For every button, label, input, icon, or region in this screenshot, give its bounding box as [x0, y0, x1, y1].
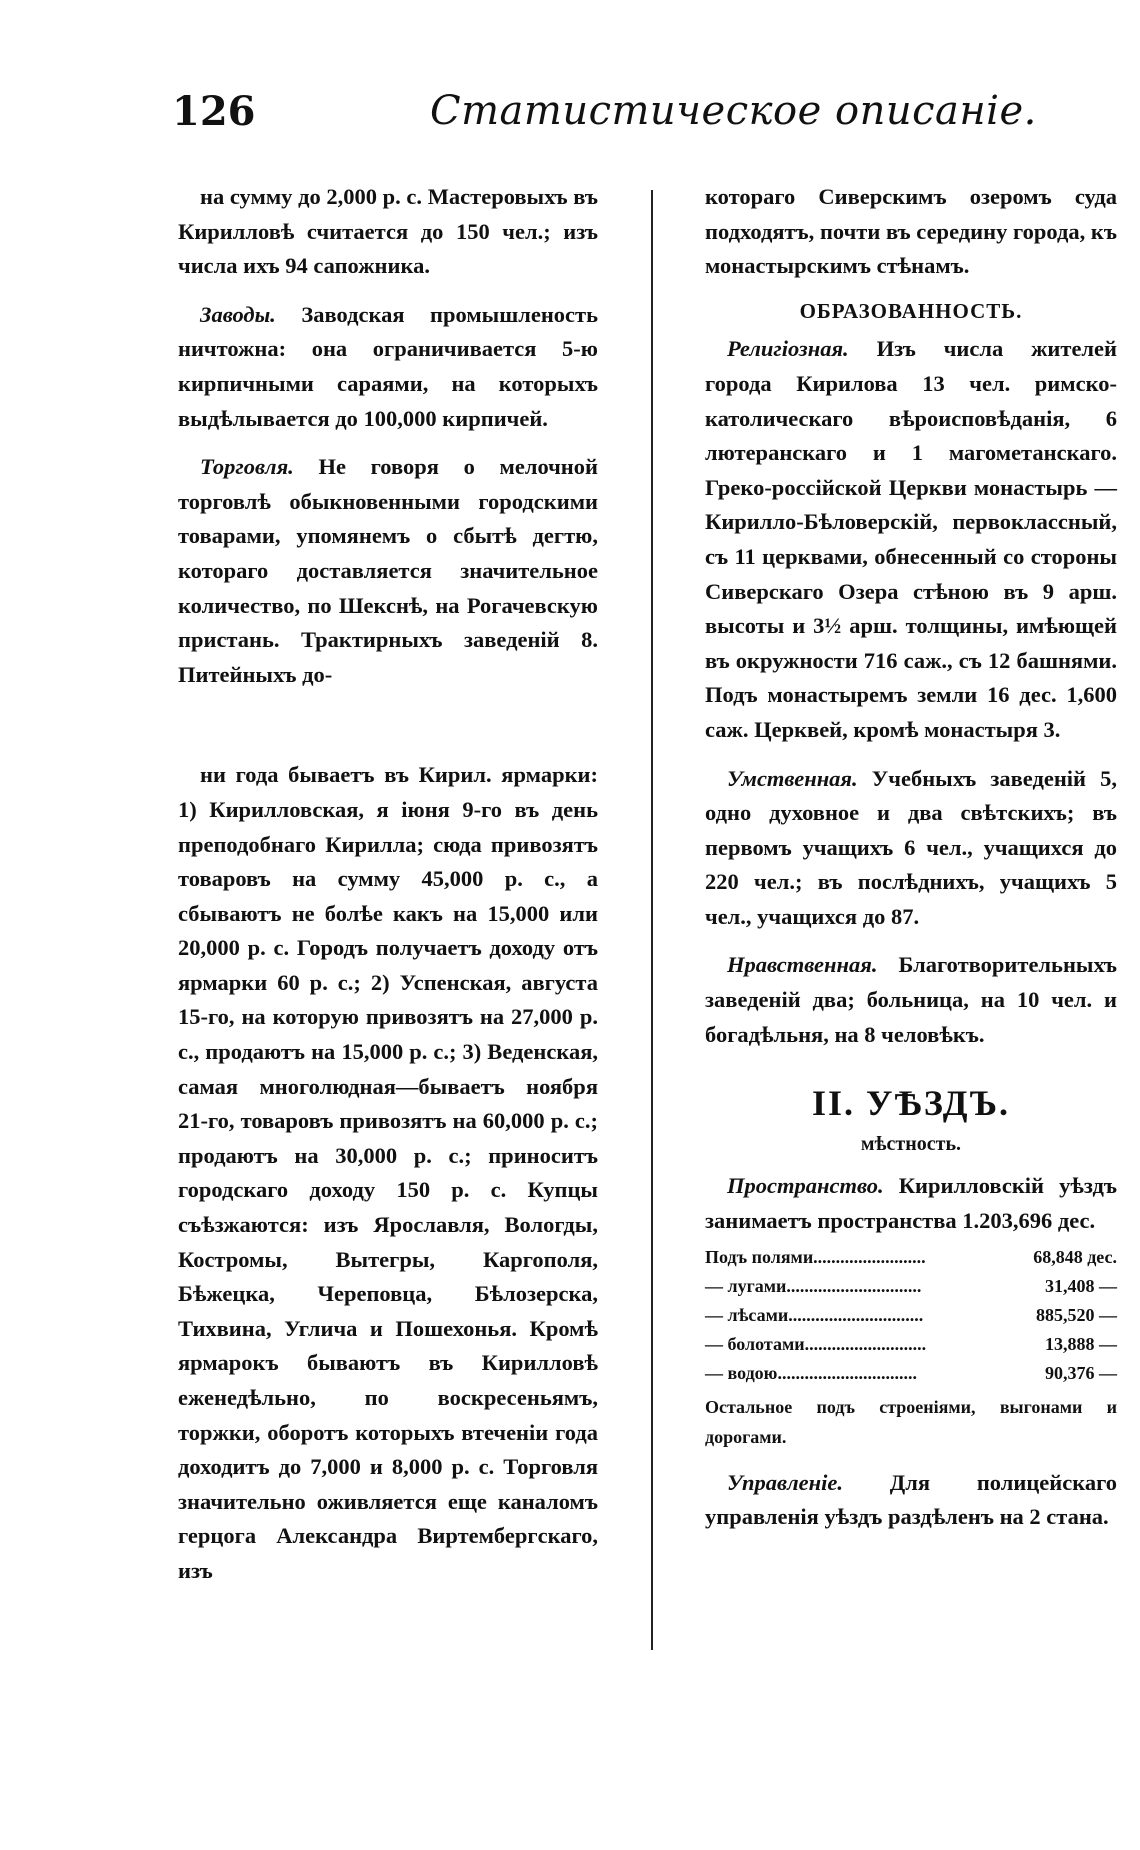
- paragraph-factories: [178, 298, 598, 436]
- heading-factories: Заводы.: [200, 301, 276, 327]
- table-row: [705, 1243, 1117, 1272]
- paragraph-religious: [705, 332, 1117, 747]
- column-divider: [651, 190, 653, 1650]
- land-value: 31,408 —: [1045, 1275, 1117, 1296]
- heading-religious: Религіозная.: [727, 336, 849, 362]
- land-value: 68,848 дес.: [1033, 1246, 1117, 1267]
- text-trade: Не говоря о мелочной торговлѣ обыкновенными городскими товарами, упомянемъ о сбытѣ дегтю, котораго доставляется значительное количество, по Шекснѣ, на Рогачевскую пристань. Трактирныхъ заведеній 8. Питейныхъ до-: [178, 454, 598, 687]
- text-mental: Учебныхъ заведеній 5, одно духовное и два свѣтскихъ; въ первомъ учащихъ 6 чел., учащихся до 220 чел.; въ послѣднихъ, учащихъ 5 чел., учащихся до 87.: [705, 765, 1117, 929]
- land-label: — водою...............................: [705, 1362, 917, 1383]
- table-row: [705, 1301, 1117, 1330]
- table-row: [705, 1359, 1117, 1388]
- section-uezd: II. УѢЗДЪ.: [811, 1083, 1011, 1124]
- right-column: [705, 180, 1117, 1535]
- text-admin: Для полицейскаго управленія уѣздъ раздѣленъ на 2 стана.: [705, 1469, 1118, 1530]
- table-row: [705, 1272, 1117, 1301]
- paragraph-admin: [705, 1466, 1117, 1535]
- heading-mental: Умственная.: [727, 765, 858, 791]
- table-row: [705, 1330, 1117, 1359]
- section-education: ОБРАЗОВАННОСТЬ.: [799, 298, 1023, 323]
- land-label: — лѣсами..............................: [705, 1304, 924, 1325]
- text-moral: Благотворительныхъ заведеній два; больница, на 10 чел. и богадѣльня, на 8 человѣкъ.: [705, 952, 1117, 1047]
- land-note: Остальное подъ строеніями, выгонами и дорогами.: [705, 1396, 1117, 1447]
- land-label: — лугами..............................: [705, 1275, 922, 1296]
- land-table: [705, 1243, 1117, 1388]
- section-locality: мѣстность.: [860, 1132, 962, 1155]
- text-factories: Заводская промышленость ничтожна: она ограничивается 5-ю кирпичными сараями, на которыхъ выдѣлывается до 100,000 кирпичей.: [178, 301, 598, 431]
- land-label: Подъ полями.........................: [705, 1246, 926, 1267]
- paragraph-space: [705, 1169, 1117, 1238]
- page-number: 126: [172, 88, 256, 135]
- paragraph-lake: котораго Сиверскимъ озеромъ суда подходятъ, почти въ середину города, къ монастырскимъ стѣнамъ.: [705, 184, 1117, 279]
- paragraph-trade: [178, 450, 598, 692]
- land-value: 13,888 —: [1045, 1333, 1117, 1354]
- paragraph-moral: [705, 948, 1117, 1052]
- land-value: 885,520 —: [1036, 1304, 1117, 1325]
- text-space: Кирилловскій уѣздъ занимаетъ пространства 1.203,696 дес.: [705, 1173, 1117, 1234]
- land-value: 90,376 —: [1045, 1362, 1117, 1383]
- page-header: [0, 86, 1140, 146]
- land-label: — болотами...........................: [705, 1333, 927, 1354]
- paragraph-craftsmen: на сумму до 2,000 р. с. Мастеровыхъ въ Кирилловѣ считается до 150 чел.; изъ числа ихъ 94 сапожника.: [178, 184, 598, 279]
- heading-trade: Торговля.: [200, 454, 294, 480]
- paragraph-mental: [705, 762, 1117, 935]
- heading-admin: Управленіе.: [727, 1469, 843, 1495]
- running-title: Статистическое описаніе.: [430, 88, 1037, 134]
- heading-moral: Нравственная.: [727, 952, 878, 978]
- paragraph-fairs: ни года бываетъ въ Кирил. ярмарки: 1) Кирилловская, я іюня 9-го въ день преподобнаго Кирилла; сюда привозятъ товаровъ на сумму 45,000 р. с., а сбываютъ не болѣе какъ на 15,000 или 20,000 р. с. Городъ получаетъ доходу отъ ярмарки 60 р. с.; 2) Успенская, августа 15-го, на которую привозятъ на 27,000 р. с., продаютъ на 15,000 р. с.; 3) Веденская, самая многолюдная—бываетъ ноября 21-го, товаровъ привозятъ на 60,000 р. с.; продаютъ на 30,000 р. с.; приноситъ городскаго доходу 150 р. с. Купцы съѣзжаются: изъ Ярославля, Вологды, Костромы, Вытегры, Каргополя, Бѣжецка, Череповца, Бѣлозерска, Тихвина, Углича и Пошехонья. Кромѣ ярмарокъ бываютъ въ Кирилловѣ еженедѣльно, по воскресеньямъ, торжки, оборотъ которыхъ втеченіи года доходитъ до 7,000 и 8,000 р. с. Торговля значительно оживляется еще каналомъ герцога Александра Виртембергскаго, изъ: [178, 762, 598, 1583]
- text-religious: Изъ числа жителей города Кирилова 13 чел. римско-католическаго вѣроисповѣданія, 6 лютеранскаго и 1 магометанскаго. Греко-россійской Церкви монастырь — Кирилло-Бѣловерскій, первоклассный, съ 11 церквами, обнесенный со стороны Сиверскаго Озера стѣною въ 9 арш. высоты и 3½ арш. толщины, имѣющей въ окружности 716 саж., съ 12 башнями. Подъ монастыремъ земли 16 дес. 1,600 саж. Церквей, кромѣ монастыря 3.: [705, 336, 1118, 742]
- heading-space: Пространство.: [727, 1173, 884, 1199]
- left-column: [178, 180, 598, 1589]
